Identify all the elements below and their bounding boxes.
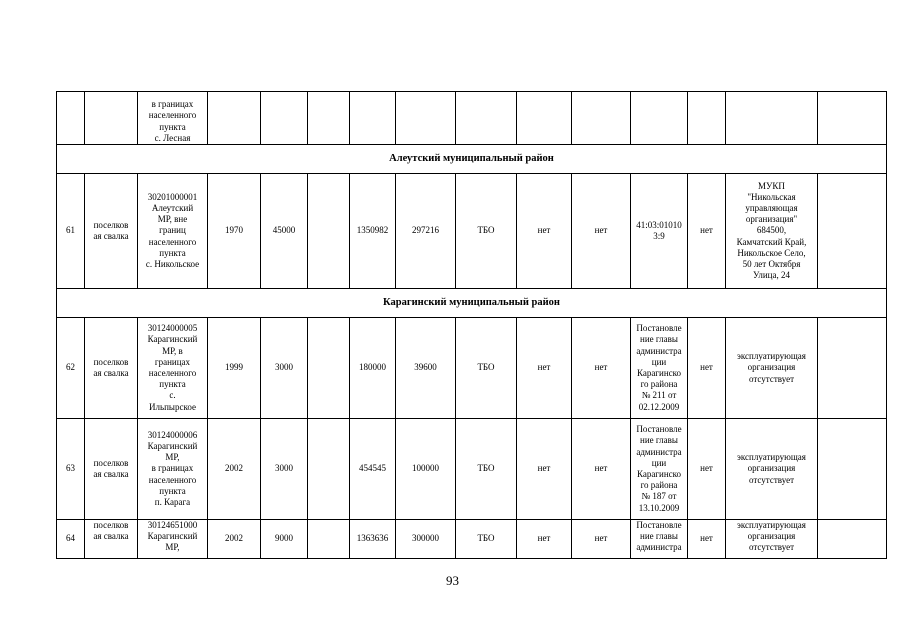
mass: 100000 (396, 419, 456, 520)
column-10 (572, 92, 631, 145)
column-10: нет (572, 419, 631, 520)
object-code-location: 30201000001 Алеутский МР, вне границ населенного пункта с. Никольское (138, 174, 208, 289)
start-year: 1999 (208, 318, 261, 419)
object-code-location: 30124000006 Карагинский МР, в границах населенного пункта п. Карага (138, 419, 208, 520)
table-row (57, 174, 887, 289)
start-year: 1970 (208, 174, 261, 289)
last-column (818, 92, 887, 145)
column-9: нет (517, 174, 572, 289)
volume: 3000 (261, 419, 308, 520)
column-12: нет (688, 520, 726, 559)
column-9: нет (517, 419, 572, 520)
volume: 3000 (261, 318, 308, 419)
waste-type: ТБО (456, 174, 517, 289)
table-row (57, 92, 887, 145)
mass: 39600 (396, 318, 456, 419)
column-9 (517, 92, 572, 145)
cadastral-document (631, 92, 688, 145)
cadastral-document: Постановле ние главы администра (631, 520, 688, 559)
object-type (85, 92, 138, 145)
column-12: нет (688, 174, 726, 289)
section-row (57, 289, 887, 318)
table-row (57, 419, 887, 520)
area: 454545 (350, 419, 396, 520)
empty-cell (308, 520, 350, 559)
mass: 297216 (396, 174, 456, 289)
section-title-aleut: Алеутский муниципальный район (57, 145, 887, 174)
area: 1363636 (350, 520, 396, 559)
object-code-location: в границах населенного пункта с. Лесная (138, 92, 208, 145)
volume: 45000 (261, 174, 308, 289)
operator: эксплуатирующая организация отсутствует (726, 419, 818, 520)
column-12 (688, 92, 726, 145)
last-column (818, 318, 887, 419)
table-row (57, 520, 887, 559)
object-type: поселков ая свалка (85, 174, 138, 289)
row-number: 61 (57, 174, 85, 289)
waste-type: ТБО (456, 419, 517, 520)
row-number: 63 (57, 419, 85, 520)
section-title-karagin: Карагинский муниципальный район (57, 289, 887, 318)
area: 1350982 (350, 174, 396, 289)
area: 180000 (350, 318, 396, 419)
area (350, 92, 396, 145)
last-column (818, 174, 887, 289)
empty-cell (308, 318, 350, 419)
empty-cell (308, 92, 350, 145)
mass (396, 92, 456, 145)
waste-type (456, 92, 517, 145)
start-year: 2002 (208, 419, 261, 520)
start-year: 2002 (208, 520, 261, 559)
column-12: нет (688, 419, 726, 520)
object-type: поселков ая свалка (85, 318, 138, 419)
operator (726, 92, 818, 145)
row-number (57, 92, 85, 145)
last-column (818, 419, 887, 520)
cadastral-document: 41:03:01010 3:9 (631, 174, 688, 289)
operator: МУКП "Никольская управляющая организация" 684500, Камчатский Край, Никольское Село, 50 лет Октября Улица, 24 (726, 174, 818, 289)
object-type: поселков ая свалка (85, 419, 138, 520)
object-type: поселков ая свалка (85, 520, 138, 559)
column-9: нет (517, 520, 572, 559)
column-10: нет (572, 520, 631, 559)
cadastral-document: Постановле ние главы администра ции Карагинско го района № 211 от 02.12.2009 (631, 318, 688, 419)
page-number: 93 (446, 573, 459, 588)
volume: 9000 (261, 520, 308, 559)
empty-cell (308, 174, 350, 289)
column-12: нет (688, 318, 726, 419)
start-year (208, 92, 261, 145)
mass: 300000 (396, 520, 456, 559)
row-number: 62 (57, 318, 85, 419)
landfill-registry-table (56, 91, 887, 559)
column-9: нет (517, 318, 572, 419)
cadastral-document: Постановле ние главы администра ции Карагинско го района № 187 от 13.10.2009 (631, 419, 688, 520)
waste-type: ТБО (456, 520, 517, 559)
section-row (57, 145, 887, 174)
operator: эксплуатирующая организация отсутствует (726, 520, 818, 559)
object-code-location: 30124651000 Карагинский МР, (138, 520, 208, 559)
table-row (57, 318, 887, 419)
last-column (818, 520, 887, 559)
waste-type: ТБО (456, 318, 517, 419)
column-10: нет (572, 318, 631, 419)
empty-cell (308, 419, 350, 520)
row-number: 64 (57, 520, 85, 559)
operator: эксплуатирующая организация отсутствует (726, 318, 818, 419)
column-10: нет (572, 174, 631, 289)
object-code-location: 30124000005 Карагинский МР, в границах населенного пункта с. Ильпырское (138, 318, 208, 419)
volume (261, 92, 308, 145)
